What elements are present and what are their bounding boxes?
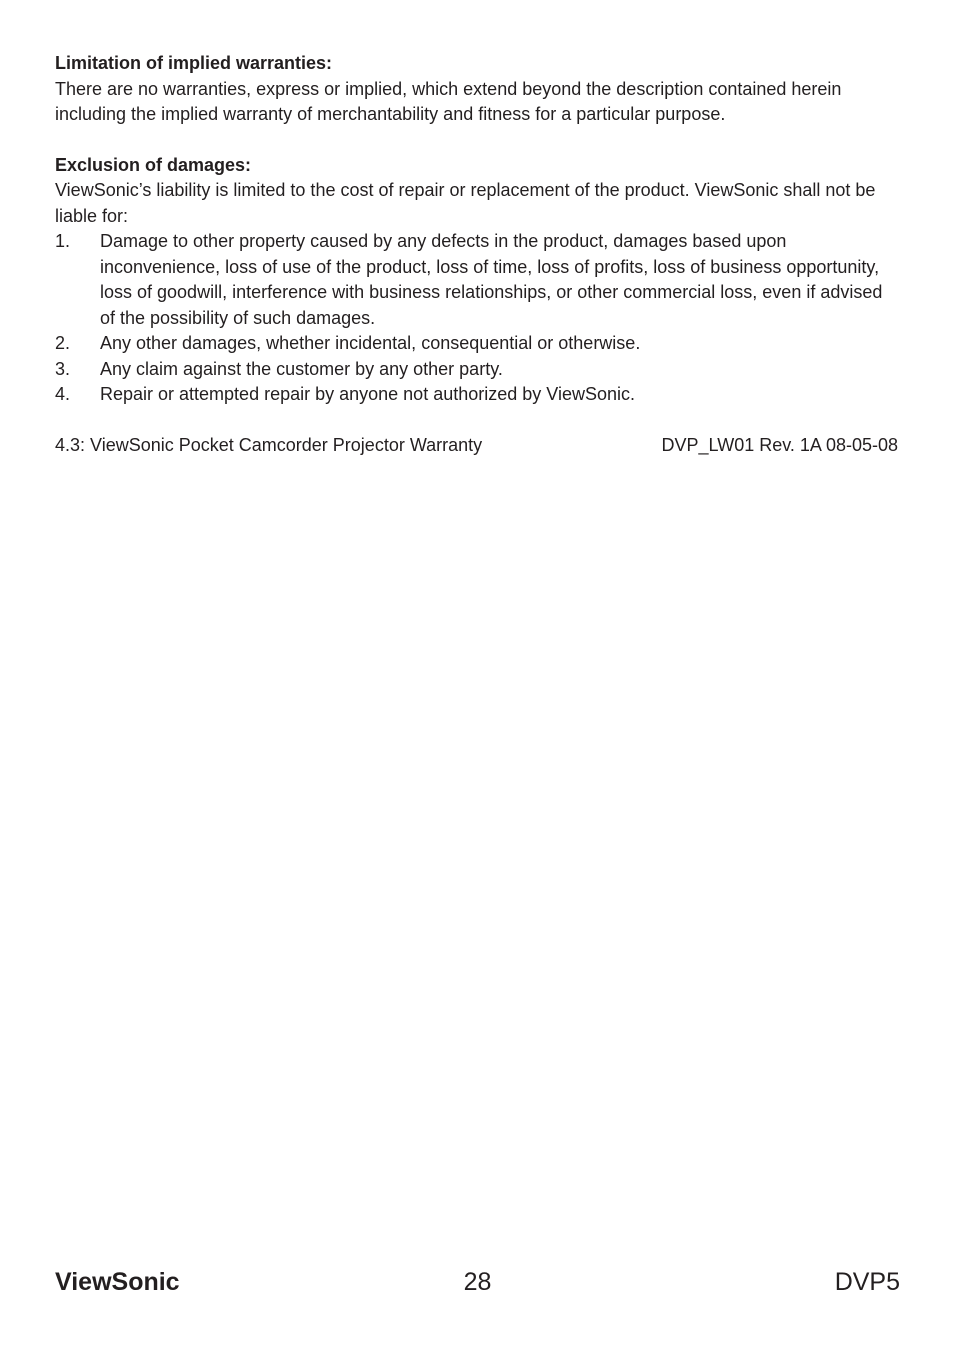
document-body xyxy=(55,51,898,458)
list-item-number: 1. xyxy=(55,231,71,251)
page-footer xyxy=(55,1264,900,1300)
page-number: 28 xyxy=(463,1268,492,1296)
list-item-number: 4. xyxy=(55,384,71,404)
reference-revision: DVP_LW01 Rev. 1A 08-05-08 xyxy=(661,434,898,455)
implied-warranties-text: There are no warranties, express or implied, which extend beyond the description contained herein including the implied warranty of merchantability and fitness for a particular purpose. xyxy=(55,78,842,124)
list-item xyxy=(55,357,898,383)
exclusion-of-damages-heading: Exclusion of damages: xyxy=(55,154,252,175)
list-item-text: Any other damages, whether incidental, consequential or otherwise. xyxy=(100,333,641,353)
implied-warranties-heading: Limitation of implied warranties: xyxy=(55,53,333,73)
list-item-text: Repair or attempted repair by anyone not authorized by ViewSonic. xyxy=(100,384,635,404)
damages-list xyxy=(55,229,898,408)
list-item xyxy=(55,331,898,357)
list-item-text: Any claim against the customer by any other party. xyxy=(100,358,503,379)
document-reference xyxy=(55,433,898,459)
list-item xyxy=(55,382,898,408)
brand-name: ViewSonic xyxy=(55,1268,180,1296)
list-item-number: 2. xyxy=(55,333,71,353)
exclusion-of-damages-intro: ViewSonic’s liability is limited to the cost of repair or replacement of the product. ViewSonic shall not be liable for: xyxy=(55,180,876,226)
list-item xyxy=(55,229,898,331)
reference-title: 4.3: ViewSonic Pocket Camcorder Projector Warranty xyxy=(55,434,483,455)
list-item-number: 3. xyxy=(55,358,71,379)
model-name: DVP5 xyxy=(834,1268,900,1296)
section-spacer xyxy=(55,128,898,153)
list-item-text: Damage to other property caused by any defects in the product, damages based upon inconvenience, loss of use of the product, loss of time, loss of profits, loss of business opportunity, loss of goodwill, interference with business relationships, or other commercial loss, even if advised of the possibility of such damages. xyxy=(100,231,883,328)
